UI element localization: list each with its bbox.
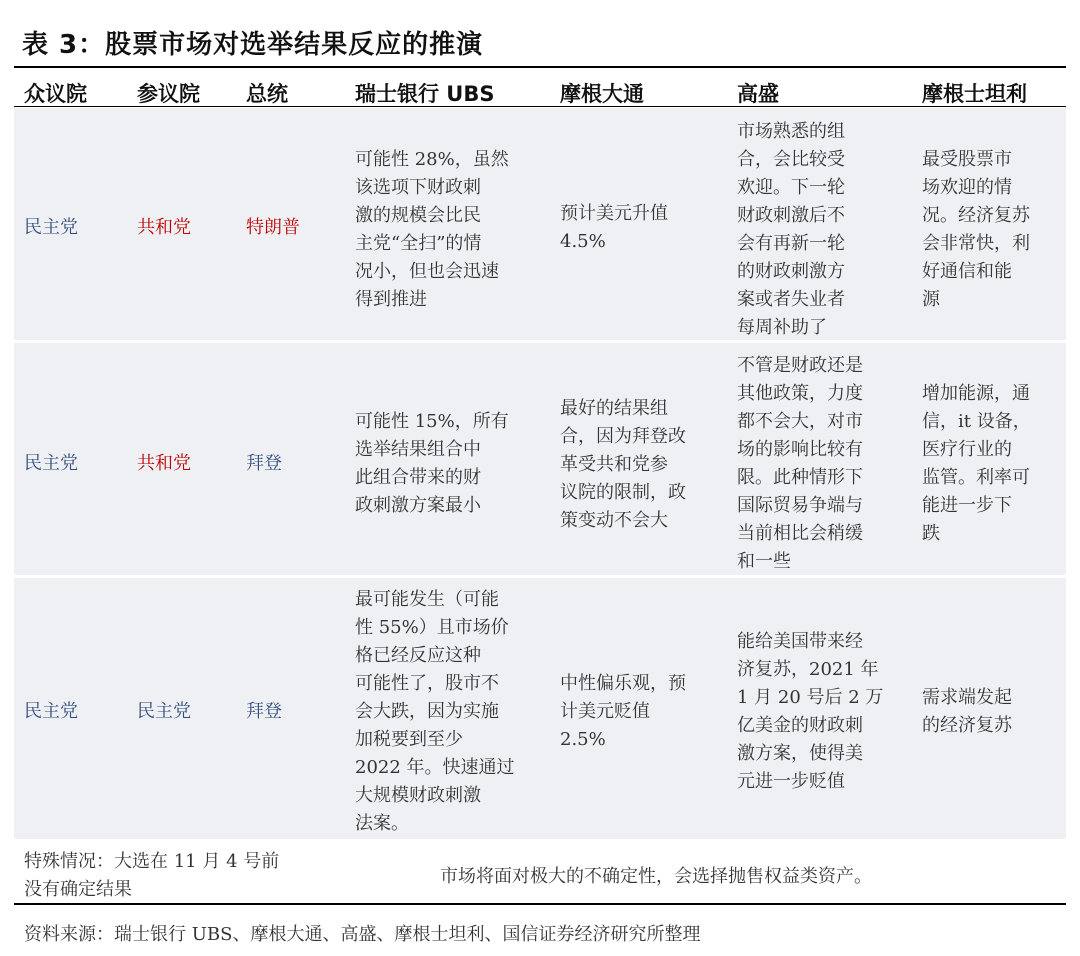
jpm-cell — [560, 200, 668, 256]
special-case-text: 市场将面对极大的不确定性，会选择抛售权益类资产。 — [440, 866, 872, 887]
cell-line: 2022 年。快速通过 — [355, 757, 515, 778]
cell-line: 性 55%）且市场价 — [355, 617, 509, 638]
top-rule — [14, 66, 1066, 68]
header-jpm: 摩根大通 — [560, 82, 644, 106]
cell-line: 当前相比会稍缓 — [737, 523, 863, 544]
bottom-rule — [14, 903, 1066, 905]
senate-cell: 民主党 — [137, 701, 191, 722]
ms-cell — [922, 380, 1031, 548]
gs-cell — [737, 118, 845, 342]
cell-line: 市场熟悉的组 — [737, 121, 845, 142]
source-note: 资料来源：瑞士银行 UBS、摩根大通、高盛、摩根士坦利、国信证券经济研究所整理 — [24, 924, 701, 945]
cell-line: 需求端发起 — [922, 687, 1012, 708]
cell-line: 预计美元升值 — [560, 203, 668, 224]
header-president: 总统 — [246, 82, 288, 106]
cell-line: 和一些 — [737, 551, 791, 572]
cell-line: 主党“全扫”的情 — [355, 233, 482, 254]
gs-cell — [737, 352, 863, 576]
ubs-cell — [355, 146, 509, 314]
house-cell: 民主党 — [24, 453, 78, 474]
header-rule — [14, 106, 1066, 107]
ubs-cell — [355, 586, 515, 838]
jpm-cell — [560, 670, 686, 754]
header-senate: 参议院 — [137, 82, 200, 106]
cell-line: 计美元贬值 — [560, 701, 650, 722]
cell-line: 政刺激方案最小 — [355, 495, 481, 516]
cell-line: 案或者失业者 — [737, 289, 845, 310]
president-cell: 拜登 — [246, 701, 282, 722]
gs-cell — [737, 628, 883, 796]
cell-line: 可能性了，股市不 — [355, 673, 499, 694]
cell-line: 场的影响比较有 — [737, 439, 863, 460]
cell-line: 选举结果组合中 — [355, 439, 481, 460]
cell-line: 最可能发生（可能 — [355, 589, 499, 610]
cell-line: 法案。 — [355, 813, 409, 834]
cell-line: 激的规模会比民 — [355, 205, 481, 226]
cell-line: 最受股票市 — [922, 149, 1012, 170]
cell-line: 的经济复苏 — [922, 715, 1012, 736]
cell-line: 增加能源，通 — [922, 383, 1030, 404]
cell-line: 况小，但也会迅速 — [355, 261, 499, 282]
cell-line: 激方案，使得美 — [737, 743, 863, 764]
cell-line: 最好的结果组 — [560, 398, 668, 419]
ms-cell — [922, 146, 1030, 314]
header-ubs: 瑞士银行 UBS — [355, 82, 495, 106]
president-cell: 拜登 — [246, 453, 282, 474]
cell-line: 格已经反应这种 — [355, 645, 481, 666]
cell-line: 财政刺激后不 — [737, 205, 845, 226]
cell-line: 加税要到至少 — [355, 729, 463, 750]
cell-line: 该选项下财政刺 — [355, 177, 481, 198]
cell-line: 2.5% — [560, 729, 606, 750]
cell-line: 场欢迎的情 — [922, 177, 1012, 198]
jpm-cell — [560, 395, 686, 535]
header-gs: 高盛 — [737, 82, 779, 106]
cell-line: 源 — [922, 289, 940, 310]
cell-line: 的财政刺激方 — [737, 261, 845, 282]
cell-line: 欢迎。下一轮 — [737, 177, 845, 198]
house-cell: 民主党 — [24, 217, 78, 238]
senate-cell: 共和党 — [137, 217, 191, 238]
cell-line: 合，会比较受 — [737, 149, 845, 170]
cell-line: 医疗行业的 — [922, 439, 1012, 460]
special-label-line: 特殊情况：大选在 11 月 4 号前 — [24, 851, 280, 872]
header-ms: 摩根士坦利 — [922, 82, 1027, 106]
cell-line: 信，it 设备， — [922, 411, 1031, 432]
cell-line: 亿美金的财政刺 — [737, 715, 863, 736]
ubs-cell — [355, 408, 509, 520]
president-cell: 特朗普 — [246, 217, 300, 238]
cell-line: 会非常快，利 — [922, 233, 1030, 254]
senate-cell: 共和党 — [137, 453, 191, 474]
cell-line: 每周补助了 — [737, 317, 827, 338]
cell-line: 况。经济复苏 — [922, 205, 1030, 226]
cell-line: 大规模财政刺激 — [355, 785, 481, 806]
cell-line: 不管是财政还是 — [737, 355, 863, 376]
cell-line: 议院的限制，政 — [560, 482, 686, 503]
cell-line: 革受共和党参 — [560, 454, 668, 475]
cell-line: 此组合带来的财 — [355, 467, 481, 488]
cell-line: 中性偏乐观，预 — [560, 673, 686, 694]
cell-line: 得到推进 — [355, 289, 427, 310]
cell-line: 合，因为拜登改 — [560, 426, 686, 447]
cell-line: 跌 — [922, 523, 940, 544]
house-cell: 民主党 — [24, 701, 78, 722]
cell-line: 元进一步贬值 — [737, 771, 845, 792]
cell-line: 其他政策，力度 — [737, 383, 863, 404]
cell-line: 限。此种情形下 — [737, 467, 863, 488]
cell-line: 可能性 15%，所有 — [355, 411, 509, 432]
special-label-line: 没有确定结果 — [24, 879, 132, 900]
cell-line: 国际贸易争端与 — [737, 495, 863, 516]
cell-line: 会大跌，因为实施 — [355, 701, 499, 722]
table-title: 表 3：股票市场对选举结果反应的推演 — [22, 30, 484, 60]
cell-line: 4.5% — [560, 231, 606, 252]
cell-line: 会有再新一轮 — [737, 233, 845, 254]
cell-line: 都不会大，对市 — [737, 411, 863, 432]
cell-line: 1 月 20 号后 2 万 — [737, 687, 884, 708]
cell-line: 策变动不会大 — [560, 510, 668, 531]
header-house: 众议院 — [24, 82, 87, 106]
ms-cell — [922, 684, 1012, 740]
cell-line: 可能性 28%，虽然 — [355, 149, 509, 170]
cell-line: 能给美国带来经 — [737, 631, 863, 652]
cell-line: 监管。利率可 — [922, 467, 1030, 488]
cell-line: 好通信和能 — [922, 261, 1012, 282]
special-case-label — [24, 848, 279, 904]
cell-line: 济复苏，2021 年 — [737, 659, 879, 680]
cell-line: 能进一步下 — [922, 495, 1012, 516]
